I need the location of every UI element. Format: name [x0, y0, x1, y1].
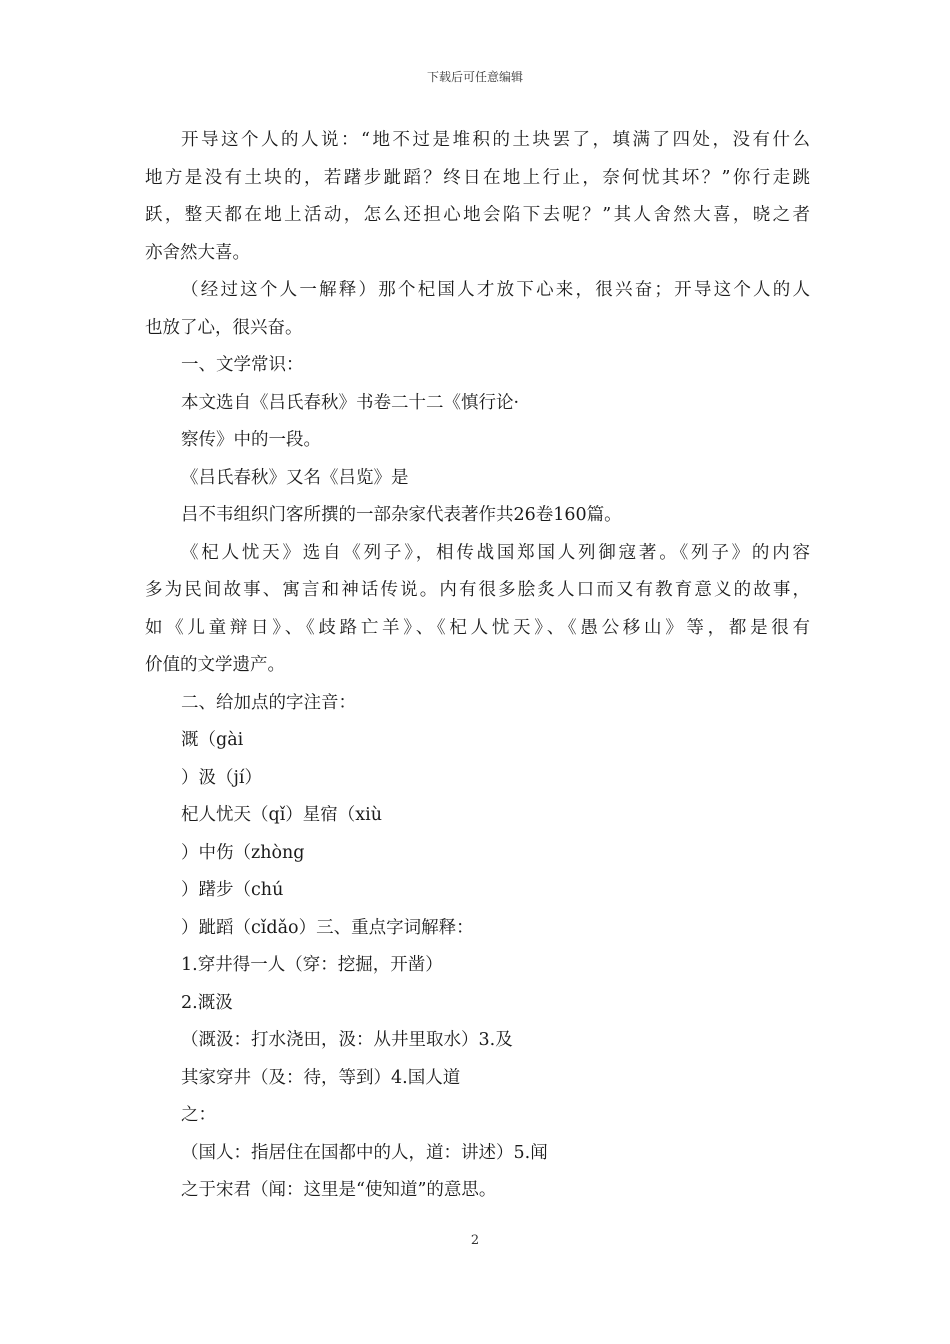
text-line: ）躇步（chú — [181, 880, 284, 900]
text-line: 亦舍然大喜。 — [145, 242, 250, 263]
text-line: 价值的文学遗产。 — [145, 655, 285, 675]
text-line: 二、给加点的字注音： — [181, 692, 356, 713]
text-line: 2.溉汲 — [181, 992, 233, 1013]
text-line: 之： — [181, 1105, 216, 1125]
text-line: 地方是没有土块的，若躇步跐蹈？终日在地上行止，奈何忧其坏？”你行走跳 — [145, 167, 810, 188]
text-line: 察传》中的一段。 — [181, 430, 321, 450]
text-line: 之于宋君（闻：这里是“使知道”的意思。 — [181, 1180, 497, 1200]
page-header: 下载后可任意编辑 — [426, 70, 523, 84]
text-line: （经过这个人一解释）那个杞国人才放下心来，很兴奋；开导这个人的人 — [181, 280, 810, 300]
text-line: 杞人忧天（qǐ）星宿（xiù — [181, 805, 383, 825]
document-body — [145, 122, 810, 1210]
text-line: 其家穿井（及：待，等到）4.国人道 — [181, 1067, 461, 1088]
text-line: 《吕氏春秋》又名《吕览》是 — [181, 467, 409, 488]
text-line: （溉汲：打水浇田，汲：从井里取水）3.及 — [181, 1030, 513, 1050]
text-line: 1.穿井得一人（穿：挖掘，开凿） — [181, 955, 443, 975]
text-line: 溉（gài — [181, 730, 244, 750]
text-line: （国人：指居住在国都中的人，道：讲述）5.闻 — [181, 1142, 548, 1163]
text-line: 本文选自《吕氏春秋》书卷二十二《慎行论· — [181, 392, 520, 413]
text-line: ）中伤（zhòng — [181, 842, 305, 863]
text-line: ）跐蹈（cǐdǎo）三、重点字词解释： — [181, 917, 474, 938]
text-line: 如《儿童辩日》、《歧路亡羊》、《杞人忧天》、《愚公移山》等，都是很有 — [145, 617, 810, 638]
text-line: 吕不韦组织门客所撰的一部杂家代表著作共26卷160篇。 — [181, 505, 622, 525]
text-line: 一、文学常识： — [181, 355, 304, 375]
page-number: 2 — [470, 1233, 480, 1248]
text-line: 多为民间故事、寓言和神话传说。内有很多脍炙人口而又有教育意义的故事， — [145, 580, 810, 600]
text-line: 跃，整天都在地上活动，怎么还担心地会陷下去呢？”其人舍然大喜，晓之者 — [145, 205, 810, 225]
text-line: 《杞人忧天》选自《列子》，相传战国郑国人列御寇著。《列子》的内容 — [181, 542, 810, 563]
text-line: ）汲（jí） — [181, 767, 263, 788]
text-line: 开导这个人的人说：“地不过是堆积的土块罢了，填满了四处，没有什么 — [181, 130, 810, 150]
text-line: 也放了心，很兴奋。 — [145, 317, 303, 338]
